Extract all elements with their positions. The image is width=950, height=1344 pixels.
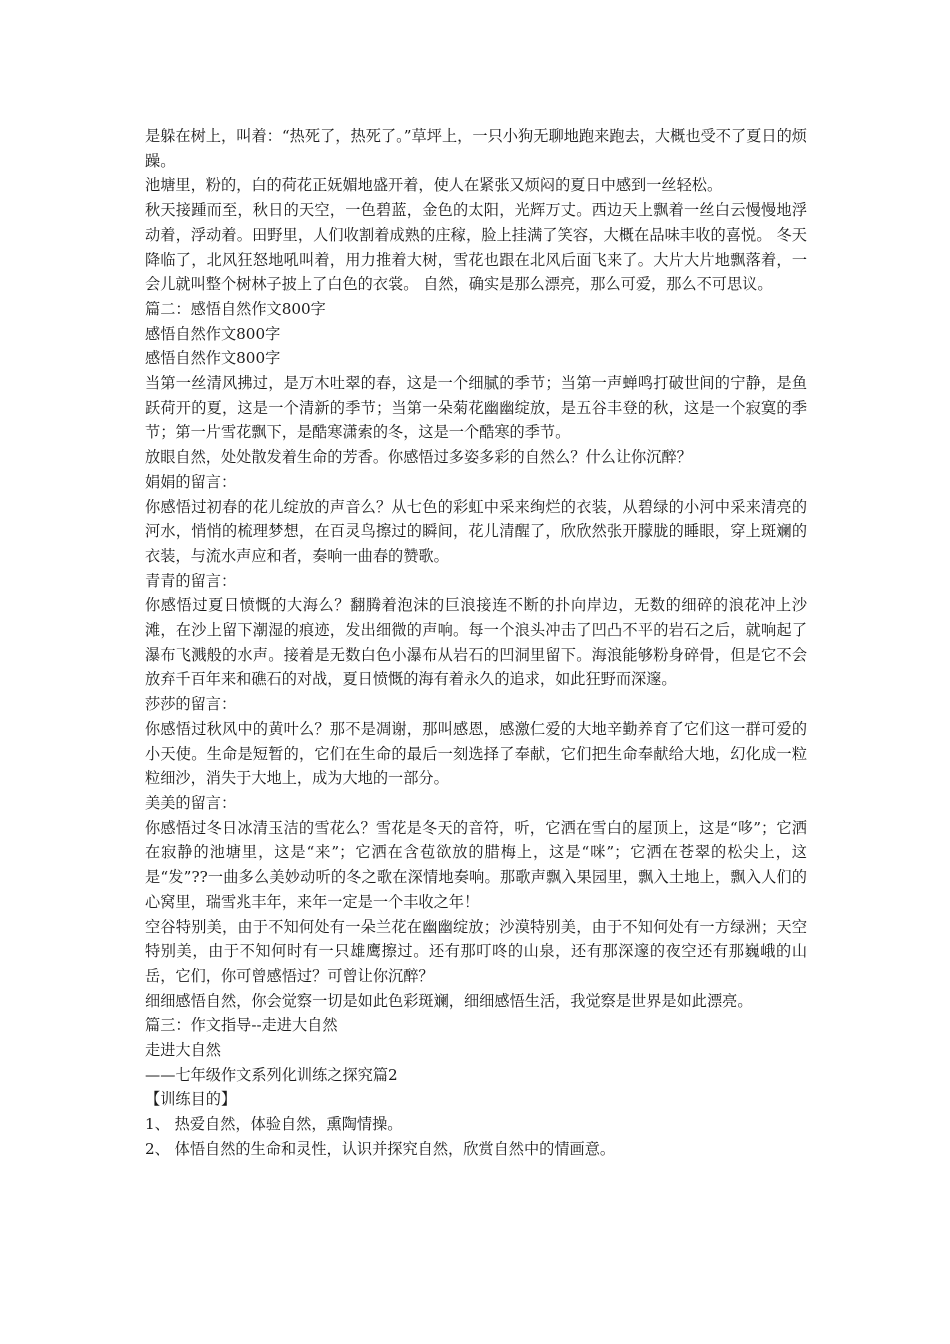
training-goal-item-2: 2、 体悟自然的生命和灵性，认识并探究自然，欣赏自然中的情画意。 — [145, 1139, 616, 1158]
paragraph-summer-cicada: 是躲在树上，叫着：“热死了，热死了。”草坪上，一只小狗无聊地跑来跑去，大概也受不了夏日的烦躁。 — [145, 127, 807, 170]
message-body-spring: 你感悟过初春的花儿绽放的声音么？从七色的彩虹中采来绚烂的衣装，从碧绿的小河中采来清亮的河水，悄悄的梳理梦想，在百灵鸟擦过的瞬间，花儿清醒了，欣欣然张开朦胧的睡眼，穿上斑斓的衣装，与流水声应和者，奏响一曲春的赞歌。 — [145, 497, 807, 565]
paragraph-four-seasons: 当第一丝清风拂过，是万木吐翠的春，这是一个细腻的季节；当第一声蝉鸣打破世间的宁静，是鱼跃荷开的夏，这是一个清新的季节；当第一朵菊花幽幽绽放，是五谷丰登的秋，这是一个寂寞的季节；第一片雪花飘下，是酷寒潇索的冬，这是一个酷寒的季节。 — [145, 374, 807, 442]
training-goal-heading: 【训练目的】 — [145, 1090, 237, 1109]
message-body-winter: 你感悟过冬日冰清玉洁的雪花么？雪花是冬天的音符，听，它洒在雪白的屋顶上，这是“哆”；它洒在寂静的池塘里，这是“来”；它洒在含苞欲放的腊梅上，这是“咪”；它洒在苍翠的松尖上，这是“发”??一曲多么美妙动听的冬之歌在深情地奏响。那歌声飘入果园里，飘入土地上，飘入人们的心窝里，瑞雪兆丰年，来年一定是一个丰收之年！ — [145, 818, 807, 911]
essay-title-repeat: 感悟自然作文800字 — [145, 349, 281, 368]
message-heading-meimei: 美美的留言： — [145, 793, 237, 812]
message-body-summer: 你感悟过夏日愤慨的大海么？翻腾着泡沫的巨浪接连不断的扑向岸边，无数的细碎的浪花冲上沙滩，在沙上留下潮湿的痕迹，发出细微的声响。每一个浪头冲击了凹凸不平的岩石之后，就响起了瀑布飞溅般的水声。接着是无数白色小瀑布从岩石的凹洞里留下。海浪能够粉身碎骨，但是它不会放弃千百年来和礁石的对战，夏日愤慨的海有着永久的追求，如此狂野而深邃。 — [145, 596, 807, 689]
paragraph-special-beauty: 空谷特别美，由于不知何处有一朵兰花在幽幽绽放；沙漠特别美，由于不知何处有一方绿洲；天空特别美，由于不知何时有一只雄鹰擦过。还有那叮咚的山泉，还有那深邃的夜空还有那巍峨的山岳，它们，你可曾感悟过？可曾让你沉醉？ — [145, 917, 807, 985]
training-goal-item-1: 1、 热爱自然，体验自然，熏陶情操。 — [145, 1115, 403, 1134]
paragraph-conclusion: 细细感悟自然，你会觉察一切是如此色彩斑斓，细细感悟生活，我觉察是世界是如此漂亮。 — [145, 991, 753, 1010]
guide-title: 走进大自然 — [145, 1041, 221, 1060]
section-heading-part-three: 篇三：作文指导--走进大自然 — [145, 1016, 338, 1035]
message-body-autumn: 你感悟过秋风中的黄叶么？那不是凋谢，那叫感恩，感激仁爱的大地辛勤养育了它们这一群可爱的小天使。生命是短暂的，它们在生命的最后一刻选择了奉献，它们把生命奉献给大地，幻化成一粒粒细沙，消失于大地上，成为大地的一部分。 — [145, 719, 807, 788]
message-heading-shasha: 莎莎的留言： — [145, 695, 237, 714]
message-heading-qingqing: 青青的留言： — [145, 571, 237, 590]
guide-subtitle: ——七年级作文系列化训练之探究篇2 — [145, 1065, 398, 1084]
paragraph-lotus-pond: 池塘里，粉的，白的荷花正妩媚地盛开着，使人在紧张又烦闷的夏日中感到一丝轻松。 — [145, 176, 723, 195]
essay-title: 感悟自然作文800字 — [145, 324, 281, 343]
section-heading-part-two: 篇二：感悟自然作文800字 — [145, 299, 326, 318]
message-heading-juanjuan: 娟娟的留言： — [145, 472, 237, 491]
paragraph-look-at-nature: 放眼自然，处处散发着生命的芳香。你感悟过多姿多彩的自然么？什么让你沉醉？ — [145, 448, 692, 467]
document-body — [145, 124, 807, 1162]
paragraph-autumn-winter: 秋天接踵而至，秋日的天空，一色碧蓝，金色的太阳，光辉万丈。西边天上飘着一丝白云慢慢地浮动着，浮动着。田野里，人们收割着成熟的庄稼，脸上挂满了笑容，大概在品味丰收的喜悦。 冬天降临了，北风狂怒地吼叫着，用力推着大树，雪花也跟在北风后面飞来了。大片大片地飘落着，一会儿就叫整个树林子披上了白色的衣裳。 自然，确实是那么漂亮，那么可爱，那么不可思议。 — [145, 201, 807, 294]
